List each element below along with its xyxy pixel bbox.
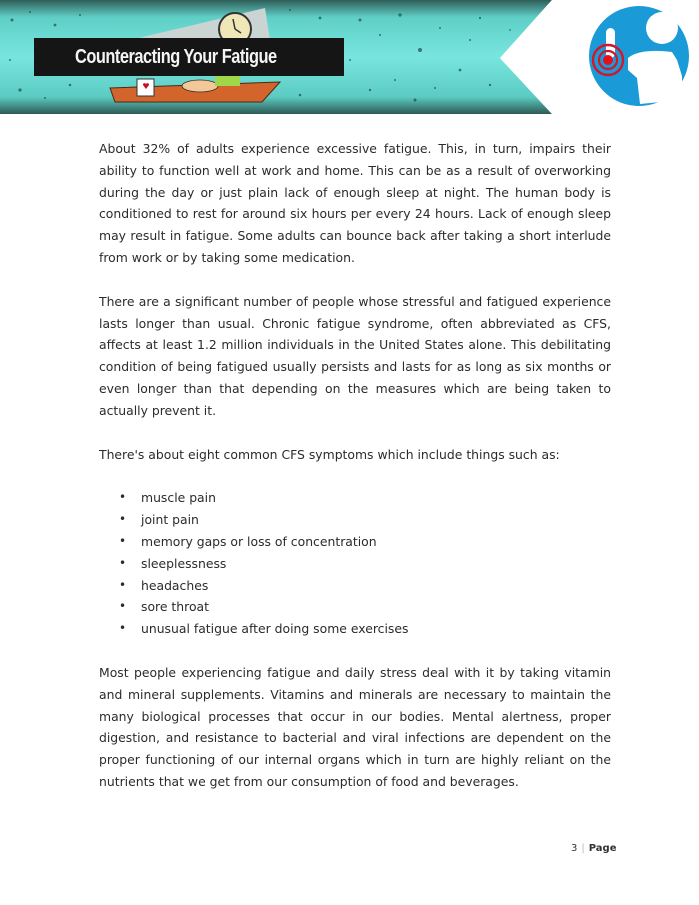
symptom-text: unusual fatigue after doing some exercises [141,621,409,637]
bullet-icon: • [119,621,127,636]
symptom-list [99,487,611,640]
cfs-paragraph: There are a significant number of people whose stressful and fatigued experience lasts longer than usual. Chronic fatigue syndrome, often abbreviated as CFS, affects at least 1.2 million individuals in the United States alone. This debilitating condition of being fatigued usually persists and lasts for as long as six months or even longer than that depending on the measures which are being taken to actually prevent it. [99,293,611,418]
bullet-icon: • [119,512,127,527]
symptom-text: headaches [141,577,209,593]
bullet-icon: • [119,599,127,614]
list-item [99,553,611,575]
bullet-icon: • [119,555,127,570]
page-footer [571,843,617,854]
bullet-icon: • [119,533,127,548]
symptom-text: memory gaps or loss of concentration [141,533,377,549]
list-item [99,575,611,597]
list-item [99,509,611,531]
supplements-paragraph: Most people experiencing fatigue and daily stress deal with it by taking vitamin and mineral supplements. Vitamins and minerals are necessary to maintain the many biological processes that occur in our bodies. Mental alertness, proper digestion, and resistance to bacterial and viral infections are dependent on the proper functioning of our internal organs which in turn are highly reliant on the nutrients that we get from our consumption of food and beverages. [99,664,611,789]
list-item [99,596,611,618]
document-body [99,138,611,815]
page-label: Page [588,843,617,854]
symptom-text: muscle pain [141,490,216,506]
list-item [99,487,611,509]
logo-icon [589,6,689,106]
symptom-text: joint pain [141,512,199,528]
intro-paragraph: About 32% of adults experience excessive fatigue. This, in turn, impairs their ability to function well at work and home. This can be as a result of overworking during the day or just plain lack of enough sleep at night. The human body is conditioned to rest for around six hours per every 24 hours. Lack of enough sleep may result in fatigue. Some adults can bounce back after taking a short interlude from work or by taking some medication. [99,141,611,265]
bullet-icon: • [119,577,127,592]
title-box [34,38,344,76]
header-banner [0,0,699,114]
symptom-text: sleeplessness [141,555,227,571]
page-title: Counteracting Your Fatigue [75,45,277,68]
list-item [99,618,611,640]
footer-separator: | [581,843,585,854]
list-item [99,531,611,553]
symptom-text: sore throat [141,599,209,615]
bullet-icon: • [119,490,127,505]
symptoms-intro: There's about eight common CFS symptoms which include things such as: [99,446,560,462]
page-number: 3 [571,843,578,854]
